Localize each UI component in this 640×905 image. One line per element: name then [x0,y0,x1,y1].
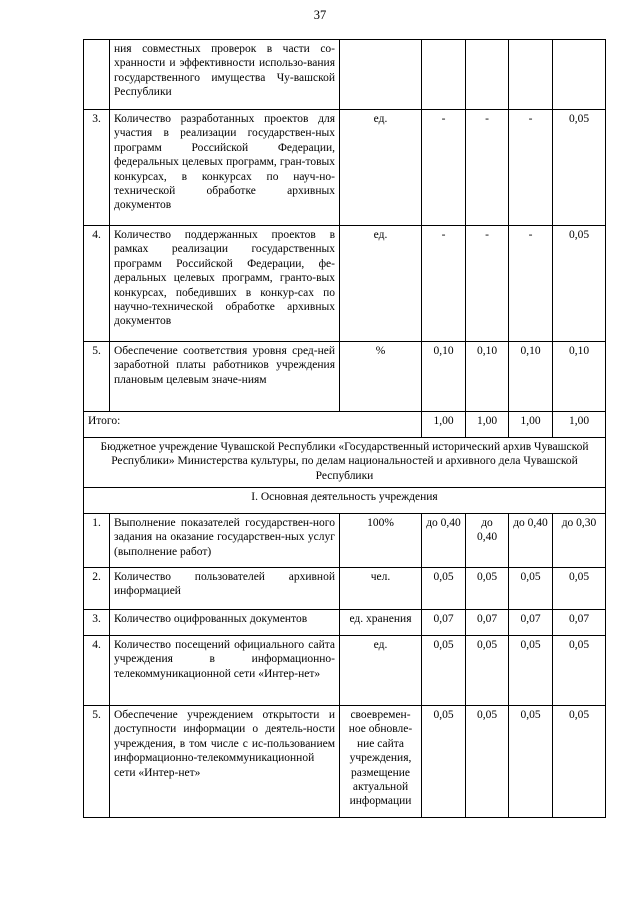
value-cell: 0,07 [509,610,553,636]
value-cell: - [466,226,509,342]
table-row [84,636,606,706]
indicator-cell: Обеспечение соответствия уровня сред-ней заработной платы работников учреждения плановым целевым значе-ниям [110,342,340,412]
table-row [84,706,606,818]
value-cell: 0,05 [466,568,509,610]
value-cell: - [509,110,553,226]
unit-cell [340,40,422,110]
value-cell: 0,05 [553,706,606,818]
table-row [84,110,606,226]
value-cell: 0,05 [422,706,466,818]
value-cell: до 0,40 [422,514,466,568]
value-cell: до 0,30 [553,514,606,568]
value-cell: 0,07 [466,610,509,636]
value-cell: до 0,40 [466,514,509,568]
section-title-row [84,488,606,514]
page-number: 37 [313,8,327,22]
institution-heading: Бюджетное учреждение Чувашской Республики «Государственный исторический архив Чувашской Республики» Министерства культуры, по делам национальностей и архивного дела Чувашской Республики [84,438,606,488]
row-number-cell: 3. [84,110,110,226]
table-row [84,226,606,342]
unit-cell: своевремен-ное обновле-ние сайта учреждения, размещение актуальной информации [340,706,422,818]
indicators-table [83,39,606,818]
unit-cell: ед. [340,636,422,706]
total-label: Итого: [84,412,422,438]
table-row [84,610,606,636]
indicator-cell: Количество разработанных проектов для участия в реализации государствен-ных программ Российской Федерации, федеральных целевых программ, гран-товых конкурсах, в конкурсах по науч-но-технической обработке архивных документов [110,110,340,226]
section-title: I. Основная деятельность учреждения [84,488,606,514]
value-cell: до 0,40 [509,514,553,568]
total-value: 1,00 [509,412,553,438]
unit-cell: чел. [340,568,422,610]
unit-cell: ед. хранения [340,610,422,636]
row-number-cell: 2. [84,568,110,610]
table-row [84,40,606,110]
row-number-cell: 1. [84,514,110,568]
total-value: 1,00 [466,412,509,438]
value-cell: 0,05 [422,636,466,706]
value-cell: 0,07 [553,610,606,636]
total-row [84,412,606,438]
value-cell: 0,05 [466,706,509,818]
row-number-cell: 3. [84,610,110,636]
table-row [84,514,606,568]
value-cell: 0,05 [509,706,553,818]
row-number-cell [84,40,110,110]
value-cell: 0,05 [466,636,509,706]
table-row [84,568,606,610]
value-cell: 0,05 [509,636,553,706]
value-cell: 0,05 [553,110,606,226]
indicator-cell: Количество поддержанных проектов в рамках реализации государственных программ Российской Федерации, фе-деральных целевых программ, гранто-вых конкурсах, победивших в конкур-сах по научно-технической обработке архивных документов [110,226,340,342]
value-cell: 0,05 [553,226,606,342]
indicator-cell: Выполнение показателей государствен-ного задания на оказание государствен-ных услуг (выполнение работ) [110,514,340,568]
value-cell [553,40,606,110]
value-cell: 0,10 [466,342,509,412]
value-cell: 0,10 [509,342,553,412]
indicator-cell: ния совместных проверок в части со-хранности и эффективности использо-вания государственного имущества Чу-вашской Республики [110,40,340,110]
row-number-cell: 5. [84,706,110,818]
value-cell: 0,05 [509,568,553,610]
value-cell [466,40,509,110]
indicator-cell: Обеспечение учреждением открытости и доступности информации о деятель-ности учреждения, в том числе с ис-пользованием информационно-телекоммуникационной сети «Интер-нет» [110,706,340,818]
total-value: 1,00 [422,412,466,438]
row-number-cell: 4. [84,636,110,706]
indicator-cell: Количество пользователей архивной информацией [110,568,340,610]
value-cell: - [422,226,466,342]
unit-cell: % [340,342,422,412]
table-row [84,342,606,412]
unit-cell: ед. [340,110,422,226]
total-value: 1,00 [553,412,606,438]
value-cell: 0,07 [422,610,466,636]
value-cell: 0,10 [422,342,466,412]
value-cell: - [422,110,466,226]
value-cell [509,40,553,110]
value-cell: 0,05 [422,568,466,610]
unit-cell: ед. [340,226,422,342]
value-cell [422,40,466,110]
value-cell: - [466,110,509,226]
indicator-cell: Количество посещений официального сайта учреждения в информационно-телекоммуникационной сети «Интер-нет» [110,636,340,706]
indicator-cell: Количество оцифрованных документов [110,610,340,636]
institution-row [84,438,606,488]
value-cell: 0,10 [553,342,606,412]
value-cell: 0,05 [553,568,606,610]
unit-cell: 100% [340,514,422,568]
row-number-cell: 4. [84,226,110,342]
row-number-cell: 5. [84,342,110,412]
value-cell: 0,05 [553,636,606,706]
value-cell: - [509,226,553,342]
